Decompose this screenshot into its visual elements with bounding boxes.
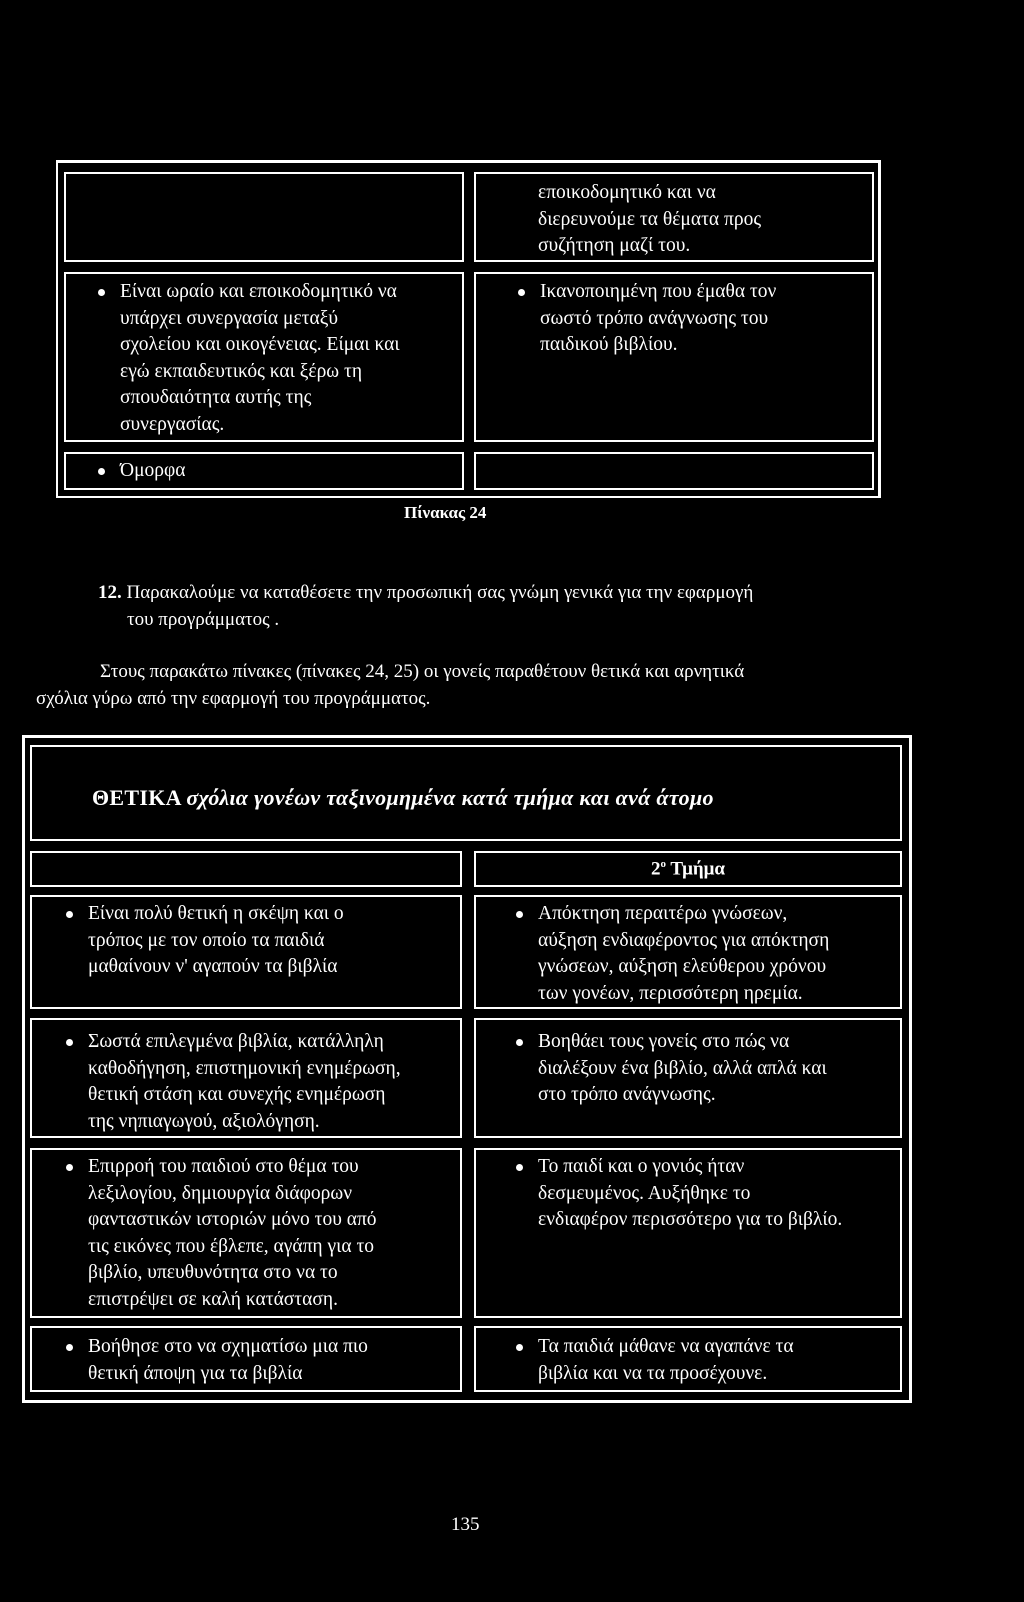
table-25-row3-right xyxy=(474,1148,902,1318)
list-item: Είναι ωραίο και εποικοδομητικό να υπάρχει συνεργασία μεταξύ σχολείου και οικογένειας. Είμαι και εγώ εκπαιδευτικός και ξέρω τη σπουδαιότητα αυτής της συνεργασίας. xyxy=(90,279,462,438)
table-25-row3-left xyxy=(30,1148,462,1318)
table-25-row2-right xyxy=(474,1018,902,1138)
table-25-bottom-border xyxy=(22,1400,912,1403)
table-24-cell-r2-left xyxy=(64,272,464,442)
table-25-header-left xyxy=(30,851,462,887)
list-item: Είναι πολύ θετική η σκέψη και ο τρόπος με τον οποίο τα παιδιά μαθαίνουν ν' αγαπούν τα βιβλία xyxy=(58,901,458,981)
table-24-cell-r2-right xyxy=(474,272,874,442)
list-item: Όμορφα xyxy=(90,458,462,485)
table-24-cell-r1-left xyxy=(64,172,464,262)
question-line-1: Παρακαλούμε να καταθέσετε την προσωπική σας γνώμη γενικά για την εφαρμογή xyxy=(126,582,754,603)
heading-rest: σχόλια γονέων ταξινομημένα κατά τμήμα και ανά άτομο xyxy=(186,785,714,810)
question-line-2: του προγράμματος . xyxy=(127,608,280,630)
bullet-icon xyxy=(518,289,525,296)
bullet-icon xyxy=(66,911,73,918)
question-number: 12. xyxy=(98,582,122,603)
page-number: 135 xyxy=(451,1514,480,1535)
table-25-row2-left xyxy=(30,1018,462,1138)
table-25-row4-left xyxy=(30,1326,462,1392)
list-item: Ικανοποιημένη που έμαθα τον σωστό τρόπο ανάγνωσης του παιδικού βιβλίου. xyxy=(510,279,870,359)
table-24-bottom-border xyxy=(56,496,880,498)
list-item: Σωστά επιλεγμένα βιβλία, κατάλληλη καθοδήγηση, επιστημονική ενημέρωση, θετική στάση και συνεχής ενημέρωση της νηπιαγωγού, αξιολόγηση. xyxy=(58,1029,462,1135)
table-25-right-border xyxy=(909,735,912,1403)
intro-line-2: σχόλια γύρω από την εφαρμογή του προγράμματος. xyxy=(36,687,431,709)
table-25-heading xyxy=(92,785,714,811)
table-24-cell-r3-left xyxy=(64,452,464,490)
table-24-cell-r1-right xyxy=(474,172,874,262)
bullet-icon xyxy=(98,468,105,475)
table-25-row4-right xyxy=(474,1326,902,1392)
table-25-header-right xyxy=(474,851,902,887)
bullet-icon xyxy=(66,1344,73,1351)
bullet-icon xyxy=(66,1039,73,1046)
list-item: Απόκτηση περαιτέρω γνώσεων, αύξηση ενδιαφέροντος για απόκτηση γνώσεων, αύξηση ελεύθερου χρόνου των γονέων, περισσότερη ηρεμία. xyxy=(508,901,900,1007)
table-24-right-border xyxy=(878,160,881,498)
table-25-left-border xyxy=(22,735,25,1403)
table-25-row1-right xyxy=(474,895,902,1009)
list-item: Επιρροή του παιδιού στο θέμα του λεξιλογίου, δημιουργία διάφορων φανταστικών ιστοριών μόνο του από τις εικόνες που έβλεπε, αγάπη για το βιβλίο, υπευθυνότητα στο να το επιστρέψει σε καλή κατάσταση. xyxy=(58,1154,462,1313)
table-24-r1-right-text: εποικοδομητικό και να διερευνούμε τα θέματα προς συζήτηση μαζί του. xyxy=(538,182,762,256)
list-item: Βοήθησε στο να σχηματίσω μια πιο θετική άποψη για τα βιβλία xyxy=(58,1334,462,1387)
list-item: Τα παιδιά μάθανε να αγαπάνε τα βιβλία και να τα προσέχουνε. xyxy=(508,1334,900,1387)
intro-line-1: Στους παρακάτω πίνακες (πίνακες 24, 25) οι γονείς παραθέτουν θετικά και αρνητικά xyxy=(100,661,745,682)
table-caption: Πίνακας 24 xyxy=(404,503,487,522)
section-header-2: $2^o$ Τμήμα xyxy=(650,858,726,880)
intro-paragraph xyxy=(36,659,996,712)
bullet-icon xyxy=(516,911,523,918)
table-25-heading-cell xyxy=(30,745,902,841)
heading-bold-word: ΘΕΤΙΚΑ xyxy=(92,785,181,810)
bullet-icon xyxy=(66,1164,73,1171)
table-24-left-border xyxy=(56,160,58,498)
table-24-cell-r3-right xyxy=(474,452,874,490)
list-item: Βοηθάει τους γονείς στο πώς να διαλέξουν ένα βιβλίο, αλλά απλά και στο τρόπο ανάγνωσης. xyxy=(508,1029,900,1109)
table-25-row1-left xyxy=(30,895,462,1009)
table-24-top-border xyxy=(56,160,880,163)
list-item: Το παιδί και ο γονιός ήταν δεσμευμένος. Αυξήθηκε το ενδιαφέρον περισσότερο για το βιβλίο. xyxy=(508,1154,902,1234)
bullet-icon xyxy=(98,289,105,296)
bullet-icon xyxy=(516,1344,523,1351)
bullet-icon xyxy=(516,1164,523,1171)
table-25-top-border xyxy=(22,735,912,738)
question-paragraph xyxy=(98,580,998,633)
bullet-icon xyxy=(516,1039,523,1046)
